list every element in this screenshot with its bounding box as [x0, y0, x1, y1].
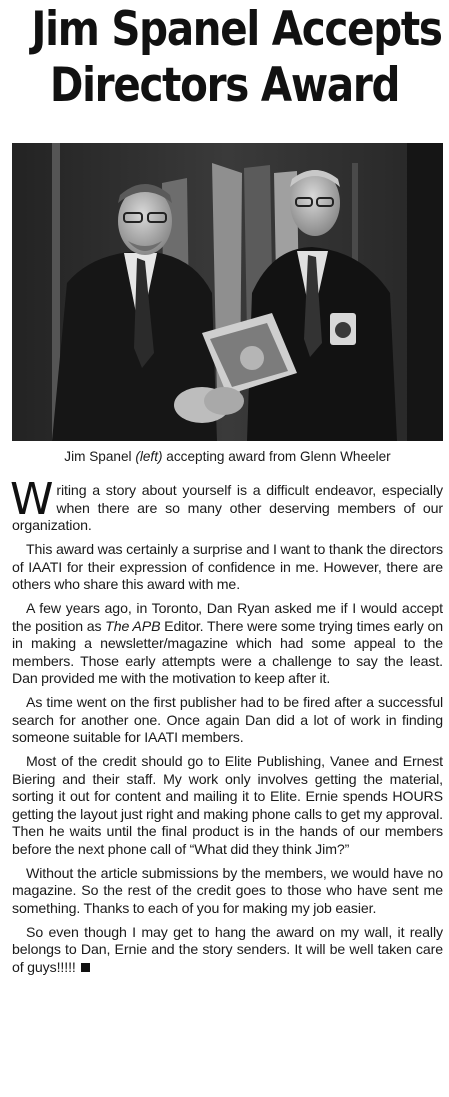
paragraph-7-text: So even though I may get to hang the award on my wall, it really belongs to Dan, Ernie and the story senders. It will be well taken care of guys!!!!!	[12, 923, 443, 975]
paragraph-1	[10, 474, 443, 535]
paragraph-4: As time went on the first publisher had to be fired after a successful search for another one. Once again Dan did a lot of work in finding someone suitable for IAATI members.	[12, 694, 443, 746]
publication-title: The APB	[105, 617, 161, 634]
caption-italic: (left)	[135, 449, 163, 464]
paragraph-2: This award was certainly a surprise and I want to thank the directors of IAATI for their expression of confidence in me. However, there are others who share this award with me.	[12, 540, 443, 593]
headline-line-2: Directors Award	[49, 58, 400, 113]
headline-line-1: Jim Spanel Accepts	[31, 2, 442, 57]
paragraph-5: Most of the credit should go to Elite Publishing, Vanee and Ernest Biering and their staff. My work only involves getting the material, sorting it out for content and mailing it to Elite. Ernie spends HOURS getting the layout just right and making phone calls to get my approval. Then he waits until the final product is in the hands of our members before the next phone call of “What did they think Jim?”	[12, 753, 443, 858]
paragraph-3-text-end: Editor. There were some trying times early on in making a newsletter/magazine which had some appeal to the members. Those early attempts were a challenge to say the least. Dan provided me with the motivation to keep after it.	[12, 617, 443, 687]
paragraph-6: Without the article submissions by the members, we would have no magazine. So the rest of the credit goes to those who have sent me something. Thanks to each of you for making my job easier.	[12, 864, 443, 916]
award-photo	[12, 143, 443, 441]
caption-text-end: accepting award from Glenn Wheeler	[162, 449, 391, 464]
paragraph-7	[12, 924, 443, 977]
paragraph-3	[12, 600, 443, 688]
photo-caption	[12, 446, 443, 468]
article-body	[10, 474, 443, 983]
end-mark-icon	[81, 963, 90, 972]
caption-text: Jim Spanel	[64, 449, 136, 464]
two-men-shaking-hands-photo	[12, 143, 443, 441]
paragraph-1-text: riting a story about yourself is a difficult endeavor, especially when there are so many other deserving members of our organization.	[12, 482, 443, 534]
paragraph-3-text: A few years ago, in Toronto, Dan Ryan asked me if I would accept the position as	[12, 599, 443, 634]
drop-cap: W	[10, 474, 54, 525]
headline	[31, 2, 442, 114]
